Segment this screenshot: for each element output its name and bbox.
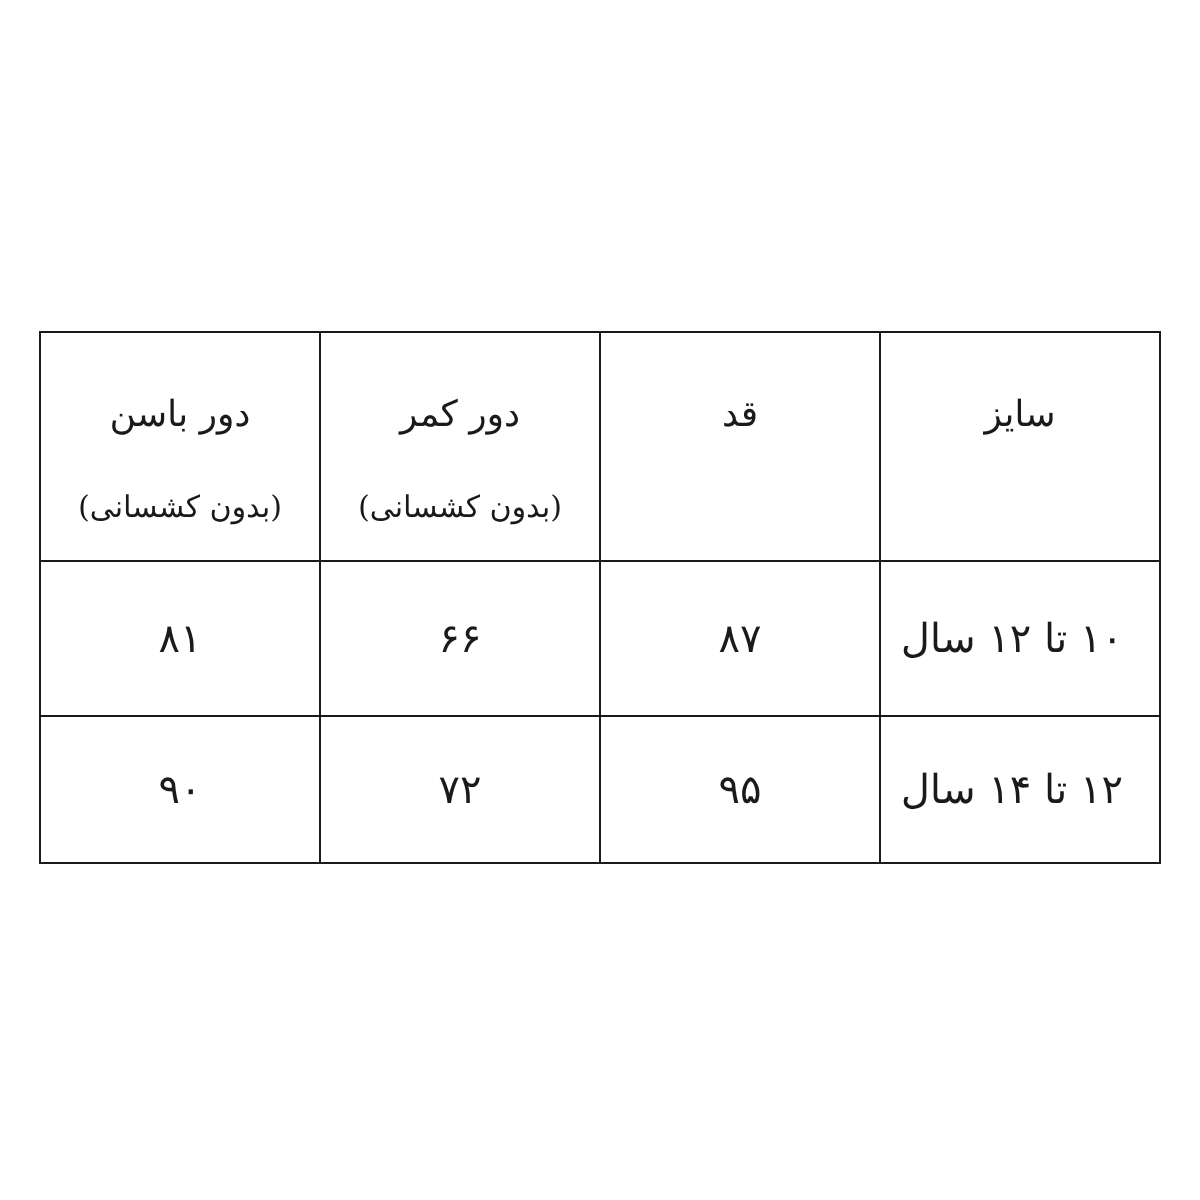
header-note-waist: (بدون کشسانی) — [358, 490, 562, 525]
cell-hip: ۹۰ — [40, 716, 320, 863]
cell-height: ۹۵ — [600, 716, 880, 863]
header-title-waist: دور کمر — [399, 394, 521, 435]
size-chart-table — [39, 331, 1161, 864]
header-cell-hip — [40, 332, 320, 561]
header-cell-waist — [320, 332, 600, 561]
cell-height: ۸۷ — [600, 561, 880, 716]
header-note-hip: (بدون کشسانی) — [78, 490, 282, 525]
header-title-height: قد — [721, 394, 759, 435]
cell-hip: ۸۱ — [40, 561, 320, 716]
header-cell-height — [600, 332, 880, 561]
header-title-hip: دور باسن — [109, 394, 251, 435]
cell-size: ۱۰ تا ۱۲ سال — [880, 561, 1160, 716]
table-row — [40, 561, 1160, 716]
header-title-size: سایز — [984, 394, 1056, 435]
table-row — [40, 716, 1160, 863]
cell-waist: ۷۲ — [320, 716, 600, 863]
cell-size: ۱۲ تا ۱۴ سال — [880, 716, 1160, 863]
header-cell-size — [880, 332, 1160, 561]
header-row — [40, 332, 1160, 561]
cell-waist: ۶۶ — [320, 561, 600, 716]
